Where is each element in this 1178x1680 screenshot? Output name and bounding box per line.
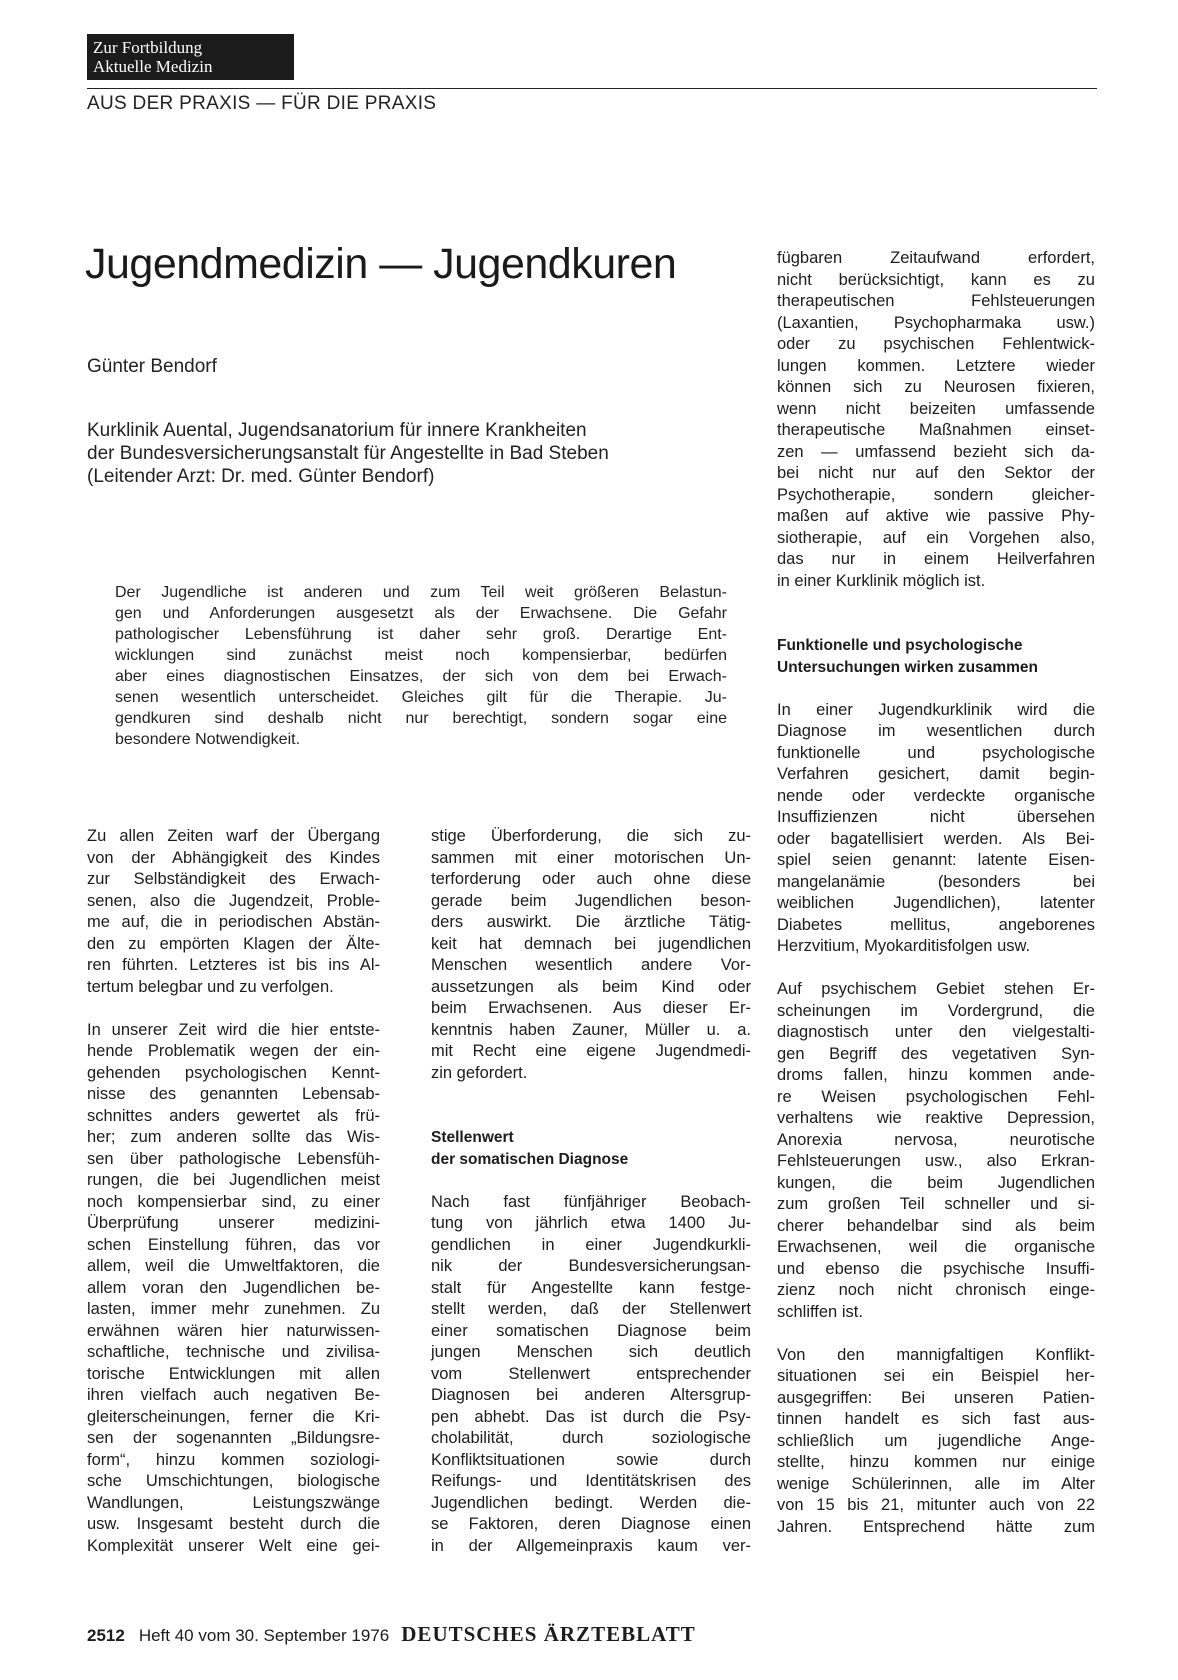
text-line: pen abhebt. Das ist durch die Psy- (431, 1407, 751, 1426)
abstract-line: gen und Anforderungen ausgesetzt als der Erwachsene. Die Gefahr (115, 605, 727, 622)
text-line: jungen Menschen sich deutlich (431, 1343, 751, 1361)
paragraph-gap (777, 1323, 1095, 1345)
text-line: Erwachsenen, weil die organische (777, 1238, 1095, 1256)
text-line: Komplexität unserer Welt eine gei- (87, 1536, 380, 1555)
text-line: terforderung oder auch ohne diese (431, 870, 751, 888)
text-line: cherer behandelbar sind als beim (777, 1216, 1095, 1235)
affiliation-line: Kurklinik Auental, Jugendsanatorium für innere Krankheiten (87, 420, 587, 441)
text-line: me auf, die in periodischen Abstän- (87, 913, 380, 931)
text-line: situationen sei ein Beispiel her- (777, 1367, 1095, 1385)
text-line: siotherapie, auf ein Vorgehen also, (777, 528, 1095, 547)
paragraph-gap (431, 1106, 751, 1128)
text-line: allem, weil die Umweltfaktoren, die (87, 1257, 380, 1275)
text-line: sen über pathologische Lebensfüh- (87, 1149, 380, 1168)
abstract-line: aber eines diagnostischen Einsatzes, der sich von dem bei Erwach- (115, 668, 727, 685)
text-line: re Weisen psychologischen Fehl- (777, 1087, 1095, 1106)
text-line: Verfahren gesichert, damit begin- (777, 765, 1095, 783)
section-heading: Untersuchungen wirken zusammen (777, 658, 1038, 676)
text-line: gen Begriff des vegetativen Syn- (777, 1044, 1095, 1063)
text-line: aussetzungen als beim Kind oder (431, 977, 751, 996)
text-column-3 (777, 248, 1095, 1538)
text-line: rungen, die bei Jugendlichen meist (87, 1171, 380, 1189)
text-line: zin gefordert. (431, 1063, 528, 1082)
text-line: wenn nicht beizeiten umfassende (777, 399, 1095, 418)
text-line: allem voran den Jugendlichen be- (87, 1278, 380, 1297)
text-line: wenige Schülerinnen, alle im Alter (777, 1474, 1095, 1493)
text-line: Auf psychischem Gebiet stehen Er- (777, 980, 1095, 998)
text-line: In einer Jugendkurklinik wird die (777, 700, 1095, 719)
text-line: lasten, immer mehr zunehmen. Zu (87, 1300, 380, 1318)
author-affiliation (87, 419, 727, 488)
text-line: von 15 bis 21, mitunter auch von 22 (777, 1496, 1095, 1514)
text-line: fügbaren Zeitaufwand erfordert, (777, 249, 1095, 267)
text-line: stalt für Angestellte kann festge- (431, 1278, 751, 1297)
journal-name: DEUTSCHES ÄRZTEBLATT (401, 1622, 696, 1646)
page-number: 2512 (87, 1626, 125, 1645)
text-line: vom Stellenwert entsprechender (431, 1364, 751, 1383)
text-line: stige Überforderung, die sich zu- (431, 827, 751, 845)
text-line: Konfliktsituationen sowie durch (431, 1450, 751, 1469)
text-line: Diabetes mellitus, angeborenes (777, 915, 1095, 934)
text-line: bei nicht nur auf den Sektor der (777, 464, 1095, 482)
text-line: von der Abhängigkeit des Kindes (87, 848, 380, 867)
text-line: Zu allen Zeiten warf der Übergang (87, 827, 380, 845)
text-line: Jugendlichen bedingt. Werden die- (431, 1493, 751, 1512)
text-line: nik der Bundesversicherungsan- (431, 1257, 751, 1275)
text-line: mit Recht eine eigene Jugendmedi- (431, 1042, 751, 1060)
abstract-line: Der Jugendliche ist anderen und zum Teil weit größeren Belastun- (115, 584, 727, 601)
text-line: das nur in einem Heilverfahren (777, 550, 1095, 568)
text-line: oder zu psychischen Fehlentwick- (777, 335, 1095, 353)
text-line: droms fallen, hinzu kommen ande- (777, 1066, 1095, 1084)
text-line: nicht berücksichtigt, kann es zu (777, 270, 1095, 289)
section-heading: Stellenwert (431, 1129, 514, 1146)
text-column-1 (87, 826, 380, 1557)
page-footer (87, 1622, 696, 1647)
header-rule (87, 88, 1097, 89)
text-line: zum großen Teil schneller und si- (777, 1195, 1095, 1213)
abstract (115, 582, 727, 750)
text-line: gehenden psychologischen Kennt- (87, 1063, 380, 1082)
text-line: Von den mannigfaltigen Konflikt- (777, 1345, 1095, 1364)
text-line: erwähnen wären hier naturwissen- (87, 1321, 380, 1340)
text-line: tertum belegbar und zu verfolgen. (87, 977, 334, 996)
badge-line-1: Zur Fortbildung (93, 38, 203, 57)
text-line: Wandlungen, Leistungszwänge (87, 1493, 380, 1512)
text-line: Jahren. Entsprechend hätte zum (777, 1517, 1095, 1536)
text-line: können sich zu Neurosen fixieren, (777, 378, 1095, 396)
text-line: usw. Insgesamt besteht durch die (87, 1515, 380, 1533)
text-line: einer somatischen Diagnose beim (431, 1321, 751, 1340)
paragraph-gap (777, 678, 1095, 700)
text-line: in der Allgemeinpraxis kaum ver- (431, 1536, 751, 1555)
text-line: mangelanämie (besonders bei (777, 872, 1095, 891)
section-label: AUS DER PRAXIS — FÜR DIE PRAXIS (87, 93, 437, 114)
text-line: In unserer Zeit wird die hier entste- (87, 1020, 380, 1039)
text-line: verhaltens wie reaktive Depression, (777, 1109, 1095, 1127)
section-badge (87, 34, 294, 80)
abstract-line: besondere Notwendigkeit. (115, 731, 301, 748)
text-line: kenntnis haben Zauner, Müller u. a. (431, 1020, 751, 1039)
text-line: Herzvitium, Myokarditisfolgen usw. (777, 937, 1031, 955)
text-line: gleiterscheinungen, ferner die Kri- (87, 1407, 380, 1426)
text-line: weiblichen Jugendlichen), latenter (777, 894, 1095, 912)
text-line: Nach fast fünfjähriger Beobach- (431, 1192, 751, 1211)
section-heading: der somatischen Diagnose (431, 1150, 629, 1168)
text-line: schließlich um jugendliche Ange- (777, 1431, 1095, 1450)
text-line: Reifungs- und Identitätskrisen des (431, 1472, 751, 1490)
text-line: nisse des genannten Lebensab- (87, 1085, 380, 1103)
text-line: diagnostisch unter den vielgestalti- (777, 1023, 1095, 1041)
abstract-line: pathologischer Lebensführung ist daher sehr groß. Derartige Ent- (115, 626, 727, 643)
text-line: Diagnosen bei anderen Altersgrup- (431, 1386, 751, 1404)
paragraph-gap (777, 614, 1095, 636)
text-line: stellte, hinzu kommen nur einige (777, 1453, 1095, 1471)
text-line: maßen auf aktive wie passive Phy- (777, 507, 1095, 525)
text-line: ausgegriffen: Bei unseren Patien- (777, 1388, 1095, 1407)
text-line: keit hat demnach bei jugendlichen (431, 934, 751, 953)
text-line: zur Selbständigkeit des Erwach- (87, 870, 380, 888)
issue-info: Heft 40 vom 30. September 1976 (138, 1626, 390, 1645)
text-line: lungen kommen. Letztere wieder (777, 356, 1095, 375)
text-line: ders auswirkt. Die ärztliche Tätig- (431, 913, 751, 931)
text-line: Menschen wesentlich andere Vor- (431, 956, 751, 974)
text-line: (Laxantien, Psychopharmaka usw.) (777, 313, 1095, 332)
article-author: Günter Bendorf (87, 356, 217, 377)
text-line: Insuffizienzen nicht übersehen (777, 808, 1095, 826)
text-line: Diagnose im wesentlichen durch (777, 722, 1095, 740)
text-line: tinnen handelt es sich fast aus- (777, 1410, 1095, 1428)
text-line: noch kompensierbar sind, zu einer (87, 1192, 380, 1211)
paragraph-gap (431, 1170, 751, 1192)
text-line: Psychotherapie, sondern gleicher- (777, 485, 1095, 504)
text-line: torische Entwicklungen mit allen (87, 1364, 380, 1383)
article-title: Jugendmedizin — Jugendkuren (85, 240, 677, 288)
paragraph-gap (777, 958, 1095, 980)
text-line: tung von jährlich etwa 1400 Ju- (431, 1214, 751, 1232)
paragraph-gap (777, 592, 1095, 614)
text-line: nende oder verdeckte organische (777, 786, 1095, 805)
text-line: ren führten. Letzteres ist bis ins Al- (87, 956, 380, 974)
text-line: oder bagatellisiert werden. Als Bei- (777, 829, 1095, 848)
text-line: schnittes anders gewertet als frü- (87, 1106, 380, 1125)
text-line: se Faktoren, deren Diagnose einen (431, 1515, 751, 1533)
text-line: cholabilität, durch soziologische (431, 1429, 751, 1447)
text-line: sammen mit einer motorischen Un- (431, 848, 751, 867)
text-line: Fehlsteuerungen usw., also Erkran- (777, 1152, 1095, 1170)
badge-line-2: Aktuelle Medizin (93, 57, 213, 76)
text-column-2 (431, 826, 751, 1557)
text-line: funktionelle und psychologische (777, 743, 1095, 762)
abstract-line: gendkuren sind deshalb nicht nur berechtigt, sondern sogar eine (115, 710, 727, 727)
text-line: in einer Kurklinik möglich ist. (777, 571, 986, 590)
text-line: therapeutischen Fehlsteuerungen (777, 292, 1095, 310)
text-line: schaftliche, technische und zivilisa- (87, 1343, 380, 1361)
paragraph-gap (431, 1084, 751, 1106)
text-line: senen, also die Jugendzeit, Proble- (87, 891, 380, 910)
text-line: Überprüfung unserer medizini- (87, 1214, 380, 1232)
affiliation-line: der Bundesversicherungsanstalt für Angestellte in Bad Steben (87, 443, 609, 464)
text-line: kungen, die beim Jugendlichen (777, 1173, 1095, 1192)
text-line: gendlichen in einer Jugendkurkli- (431, 1235, 751, 1254)
text-line: schliffen ist. (777, 1302, 863, 1321)
text-line: und ebenso die psychische Insuffi- (777, 1259, 1095, 1278)
text-line: hende Problematik wegen der ein- (87, 1042, 380, 1060)
text-line: beim Erwachsenen. Aus dieser Er- (431, 999, 751, 1017)
text-line: spiel seien genannt: latente Eisen- (777, 851, 1095, 869)
text-line: ihren vielfach auch negativen Be- (87, 1386, 380, 1404)
section-heading: Funktionelle und psychologische (777, 637, 1023, 654)
text-line: sen der sogenannten „Bildungsre- (87, 1429, 380, 1447)
abstract-line: senen wesentlich unterscheidet. Gleiches gilt für die Therapie. Ju- (115, 689, 727, 706)
text-line: zienz noch nicht chronisch einge- (777, 1281, 1095, 1299)
text-line: form“, hinzu kommen soziologi- (87, 1450, 380, 1469)
text-line: Anorexia nervosa, neurotische (777, 1130, 1095, 1149)
text-line: zen — umfassend bezieht sich da- (777, 442, 1095, 461)
text-line: therapeutische Maßnahmen einset- (777, 421, 1095, 439)
affiliation-line: (Leitender Arzt: Dr. med. Günter Bendorf) (87, 466, 435, 487)
text-line: gerade beim Jugendlichen beson- (431, 891, 751, 910)
paragraph-gap (87, 998, 380, 1020)
abstract-line: wicklungen sind zunächst meist noch kompensierbar, bedürfen (115, 647, 727, 664)
text-line: den zu empörten Klagen der Älte- (87, 934, 380, 953)
text-line: stellt werden, daß der Stellenwert (431, 1300, 751, 1318)
text-line: scheinungen im Vordergrund, die (777, 1001, 1095, 1020)
text-line: her; zum anderen sollte das Wis- (87, 1128, 380, 1146)
text-line: sche Umschichtungen, biologische (87, 1472, 380, 1490)
text-line: schen Einstellung führen, das vor (87, 1235, 380, 1254)
